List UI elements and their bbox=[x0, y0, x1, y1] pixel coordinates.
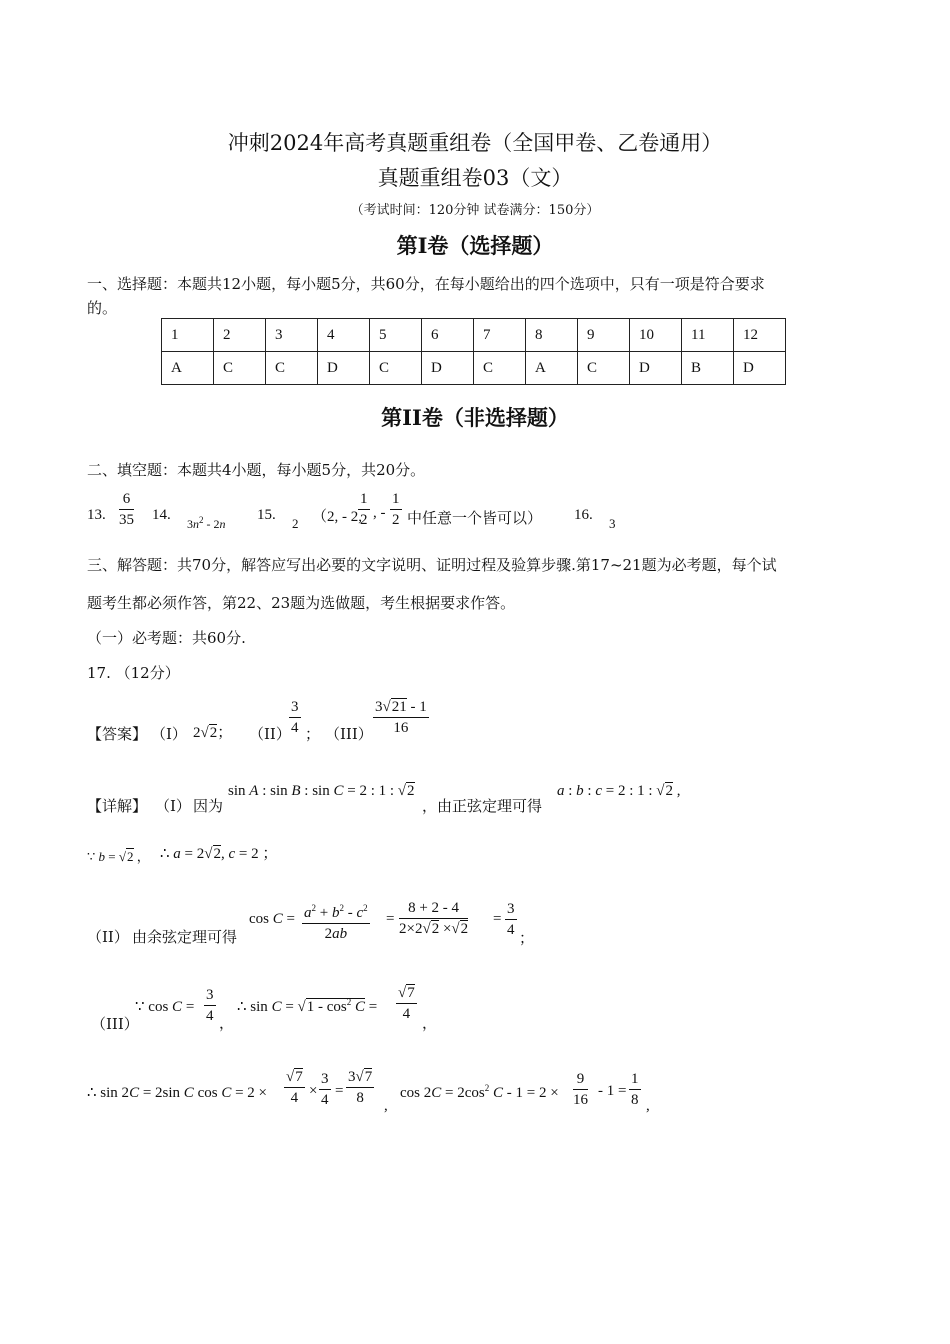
q15-label: 15. bbox=[257, 507, 276, 523]
q13-denominator: 35 bbox=[119, 512, 134, 528]
cosC-given-fraction: $\frac{3}{4}$ bbox=[206, 987, 214, 1024]
q17-part1-label: （I） bbox=[151, 725, 187, 743]
q17-part3-answer-fraction: $\frac{3√21 - 1}{16}$ bbox=[375, 699, 427, 736]
sides-a-c-values: ∴ a = 2√2, c = 2 ； bbox=[160, 846, 278, 862]
comma: , bbox=[646, 1098, 650, 1114]
answer-cell: D bbox=[318, 352, 370, 385]
sin2C-fraction-root7-4: $\frac{√7}{4}$ bbox=[286, 1069, 303, 1106]
question-number: 2 bbox=[214, 319, 266, 352]
cosC-label: cos C = bbox=[249, 911, 295, 927]
document-subtitle: 真题重组卷03（文） bbox=[377, 166, 573, 190]
q15-comma: , - bbox=[373, 505, 386, 521]
q17-detail-part2-label: （II） bbox=[87, 928, 129, 946]
q14-answer: $3n^2 - 2n$ bbox=[187, 515, 226, 531]
q17-detail-part3-label: （III） bbox=[91, 1015, 139, 1033]
q17-part1-answer: 2√2； bbox=[193, 725, 233, 741]
sin2C-fraction-3-4: $\frac{3}{4}$ bbox=[321, 1071, 329, 1108]
equals-sign: = bbox=[335, 1083, 344, 1099]
q14-label: 14. bbox=[152, 507, 171, 523]
sine-ratio-equation: sin A : sin B : sin C = 2 : 1 : √2 bbox=[228, 783, 415, 799]
law-of-sines-text: ，由正弦定理可得 bbox=[422, 797, 543, 815]
q15-note-suffix: 中任意一个皆可以） bbox=[407, 509, 543, 527]
q17-part3-label: （III） bbox=[325, 725, 373, 743]
question-number: 8 bbox=[526, 319, 578, 352]
q15-fraction-neg-half: $\frac{1}{2}$ bbox=[392, 491, 400, 528]
answer-cell: B bbox=[682, 352, 734, 385]
q16-answer: 3 bbox=[609, 516, 616, 531]
sin2C-derivation: ∴ sin 2C = 2sin C cos C = 2 × bbox=[87, 1085, 267, 1101]
cosine-formula-fraction: $\frac{a^2 + b^2 - c^2}{2ab}$ bbox=[302, 900, 370, 943]
law-of-cosines-text: 由余弦定理可得 bbox=[132, 928, 238, 946]
q17-answer-label: 【答案】 bbox=[87, 725, 148, 743]
question-number: 4 bbox=[318, 319, 370, 352]
times-sign: × bbox=[309, 1083, 318, 1099]
question-number: 12 bbox=[734, 319, 786, 352]
part1-heading: 第I卷（选择题） bbox=[396, 233, 554, 258]
answer-row bbox=[162, 352, 786, 385]
answer-cell: D bbox=[630, 352, 682, 385]
q15-answer: 2 bbox=[292, 516, 299, 531]
comma: ， bbox=[219, 1016, 235, 1032]
q17-part2-answer-fraction: $\frac{3}{4}$ bbox=[291, 699, 299, 736]
answer-cell: C bbox=[370, 352, 422, 385]
fill-instructions: 二、填空题：本题共4小题，每小题5分，共20分。 bbox=[87, 461, 426, 479]
q17-part2-label: （II） bbox=[249, 725, 291, 743]
solve-instructions-line2: 题考生都必须作答，第22、23题为选做题，考生根据要求作答。 bbox=[87, 594, 516, 612]
question-number: 7 bbox=[474, 319, 526, 352]
cos2C-minus-one: - 1 = bbox=[598, 1083, 627, 1099]
answer-cell: C bbox=[474, 352, 526, 385]
q17-semicolon: ； bbox=[305, 727, 321, 743]
choice-instructions-line1: 一、选择题：本题共12小题，每小题5分，共60分，在每小题给出的四个选项中，只有一项是符合要求 bbox=[87, 275, 765, 293]
answer-table bbox=[161, 318, 786, 385]
comma: , bbox=[384, 1098, 388, 1114]
question-number: 1 bbox=[162, 319, 214, 352]
question-number: 3 bbox=[266, 319, 318, 352]
semicolon: ； bbox=[519, 931, 535, 947]
cos2C-derivation: $\cos 2C = 2\cos^2$ C - 1 = 2 × bbox=[400, 1083, 559, 1101]
sin2C-result-fraction: $\frac{3√7}{8}$ bbox=[348, 1069, 373, 1106]
answer-cell: C bbox=[214, 352, 266, 385]
answer-cell: C bbox=[578, 352, 630, 385]
side-ratio-equation: a : b : c = 2 : 1 : √2 , bbox=[557, 783, 681, 799]
comma: ， bbox=[422, 1016, 438, 1032]
answer-cell: D bbox=[422, 352, 474, 385]
cosC-given: ∵ cos C = bbox=[135, 999, 195, 1015]
question-number: 5 bbox=[370, 319, 422, 352]
q15-fraction-half: $\frac{1}{2}$ bbox=[360, 491, 368, 528]
question-number-row bbox=[162, 319, 786, 352]
sinC-derivation: ∴ $\sin C = √1 - \cos^2 C$ = bbox=[237, 997, 378, 1015]
equals-sign: = bbox=[386, 911, 395, 927]
q17-title: 17. （12分） bbox=[87, 664, 180, 682]
q17-detail-label: 【详解】 bbox=[87, 797, 148, 815]
q13-answer-fraction bbox=[119, 491, 134, 529]
sinC-result-fraction: $\frac{√7}{4}$ bbox=[398, 985, 415, 1022]
q17-detail-part1-label: （I） bbox=[155, 797, 191, 815]
answer-cell: A bbox=[526, 352, 578, 385]
question-number: 9 bbox=[578, 319, 630, 352]
cosine-substituted-fraction: $\frac{8 + 2 - 4}{2\times 2√2 \times√2}$ bbox=[399, 900, 469, 937]
cos2C-fraction-9-16: $\frac{9}{16}$ bbox=[573, 1071, 588, 1108]
question-number: 6 bbox=[422, 319, 474, 352]
q13-label: 13. bbox=[87, 507, 106, 523]
q15-note-prefix: （2, - 2, bbox=[312, 509, 362, 525]
cosC-result-fraction: $\frac{3}{4}$ bbox=[507, 901, 515, 938]
answer-cell: A bbox=[162, 352, 214, 385]
choice-instructions-line2: 的。 bbox=[87, 299, 118, 317]
q17-because-text: 因为 bbox=[193, 797, 224, 815]
equals-sign: = bbox=[493, 911, 502, 927]
question-number: 10 bbox=[630, 319, 682, 352]
given-b-value: ∵ b = √2 ， bbox=[87, 849, 150, 864]
question-number: 11 bbox=[682, 319, 734, 352]
cos2C-result-fraction: $\frac{1}{8}$ bbox=[631, 1071, 639, 1108]
answer-cell: D bbox=[734, 352, 786, 385]
solve-instructions-line1: 三、解答题：共70分，解答应写出必要的文字说明、证明过程及验算步骤.第17~21题为必考题，每个试 bbox=[87, 556, 777, 574]
required-section-heading: （一）必考题：共60分. bbox=[87, 629, 246, 647]
answer-cell: C bbox=[266, 352, 318, 385]
q13-numerator: 6 bbox=[119, 491, 134, 510]
part2-heading: 第II卷（非选择题） bbox=[381, 405, 569, 430]
exam-info: （考试时间：120分钟 试卷满分：150分） bbox=[350, 203, 600, 218]
document-title: 冲刺2024年高考真题重组卷（全国甲卷、乙卷通用） bbox=[227, 131, 723, 155]
q16-label: 16. bbox=[574, 507, 593, 523]
